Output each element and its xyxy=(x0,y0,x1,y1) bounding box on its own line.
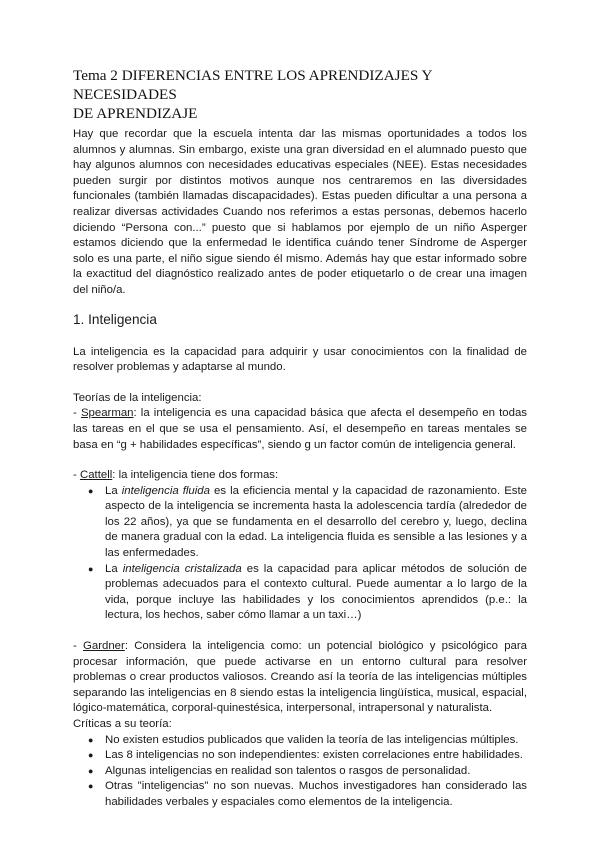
bullet-icon: ● xyxy=(88,765,94,776)
spearman-name: Spearman xyxy=(80,407,134,420)
bullet-icon: ● xyxy=(88,563,94,574)
title-line-1: Tema 2 DIFERENCIAS ENTRE LOS APRENDIZAJES Y NECESIDADES xyxy=(73,67,432,103)
list-item: ● Algunas inteligencias en realidad son talentos o rasgos de personalidad. xyxy=(105,764,527,780)
theories-label: Teorías de la inteligencia: xyxy=(73,391,202,404)
cattell-name: Cattell xyxy=(79,469,113,482)
list-item: ● La inteligencia fluida es la eficiencia mental y la capacidad de razonamiento. Este aspecto de la inteligencia se incrementa hasta la adolescencia tardía (alrededor de los 22 años), ya que se fundamenta en el desarrollo del cerebro y, luego, declina de manera gradual con la edad. La inteligencia fluida es sensible a las lesiones y a las enfermedades. xyxy=(88,484,527,560)
bullet-icon: ● xyxy=(88,750,94,761)
term-cristalizada: inteligencia cristalizada xyxy=(122,562,242,575)
definition-paragraph: La inteligencia es la capacidad para adquirir y usar conocimientos con la finalidad de resolver problemas y adaptarse al mundo. xyxy=(73,345,527,374)
list-item: ● La inteligencia cristalizada es la capacidad para aplicar métodos de solución de problemas adecuados para el contexto cultural. Puede aumentar a lo largo de la vida, porque incluye las habilidades y los conocimientos aprendidos (p.e.: la lectura, los hechos, saber cómo llamar a un taxi…) xyxy=(88,562,527,622)
spearman-paragraph: - Spearman: la inteligencia es una capacidad básica que afecta el desempeño en todas las tareas en el que se usa el pensamiento. Así, el desempeño en tareas mentales se basa en “g + habilidades específicas”, siendo g un factor común de inteligencia general. xyxy=(73,407,527,451)
intro-paragraph: Hay que recordar que la escuela intenta dar las mismas oportunidades a todos los alumnos y alumnas. Sin embargo, existe una gran diversidad en el alumnado puesto que hay algunos alumnos con necesidades educativas especiales (NEE). Estas necesidades pueden surgir por distintos motivos aunque nos centraremos en las diversidades funcionales (también llamadas discapacidades). Estas pueden dificultar a una persona a realizar diversas actividades Cuando nos referimos a estas personas, debemos hacerlo diciendo “Persona con...” puesto que si hablamos por ejemplo de un niño Asperger estamos diciendo que la enfermedad le identifica cuándo tener Síndrome de Asperger solo es una parte, el niño sigue siendo él mismo. Además hay que estar informado sobre la exactitud del diagnóstico realizado antes de poder etiquetarlo o de crear una imagen del niño/a. xyxy=(73,128,527,296)
critics-label: Críticas a su teoría: xyxy=(73,718,172,730)
gardner-paragraph: - Gardner: Considera la inteligencia como: un potencial biológico y psicológico para procesar información, que puede activarse en un entorno cultural para resolver problemas o crear productos valiosos. Creando así la teoría de las inteligencias múltiples separando las inteligencias en 8 siendo estas la inteligencia lingüística, musical, espacial, lógico-matemática, corporal-quinestésica, interpersonal, intrapersonal y naturalista. xyxy=(73,640,527,715)
list-item: ● Otras "inteligencias" no son nuevas. Muchos investigadores han considerado las habilidades verbales y espaciales como elementos de la inteligencia. xyxy=(88,780,527,808)
cattell-paragraph: - Cattell: la inteligencia tiene dos formas: xyxy=(73,469,279,482)
title-line-2: DE APRENDIZAJE xyxy=(73,105,198,122)
list-item: ● Las 8 inteligencias no son independientes: existen correlaciones entre habilidades. xyxy=(105,748,527,764)
gardner-name: Gardner xyxy=(83,640,125,653)
term-fluida: inteligencia fluida xyxy=(121,484,210,497)
bullet-icon: ● xyxy=(88,485,94,496)
bullet-icon: ● xyxy=(88,781,94,792)
critics-list xyxy=(73,733,527,811)
cattell-list xyxy=(73,484,527,624)
bullet-icon: ● xyxy=(88,734,94,745)
document-title xyxy=(73,66,527,123)
list-item: ● No existen estudios publicados que validen la teoría de las inteligencias múltiples. xyxy=(105,733,527,749)
section-heading-inteligencia: 1. Inteligencia xyxy=(73,311,157,327)
